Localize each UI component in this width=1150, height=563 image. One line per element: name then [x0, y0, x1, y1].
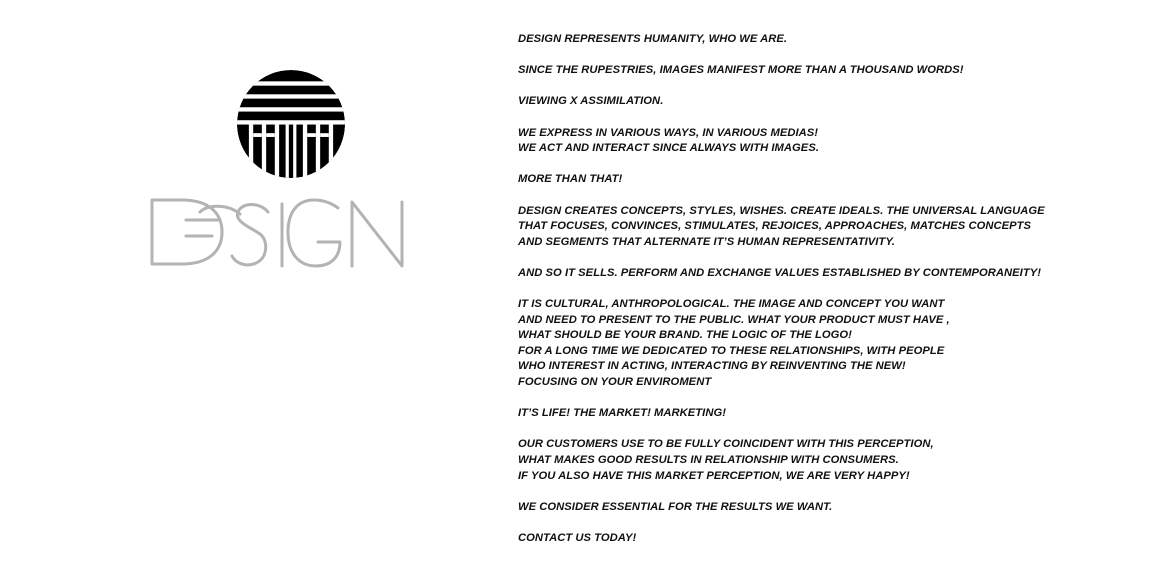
- manifesto-line: WE ACT AND INTERACT SINCE ALWAYS WITH IMAGES.: [518, 142, 819, 155]
- manifesto-line: MORE THAN THAT!: [518, 173, 623, 186]
- manifesto-paragraph: [518, 500, 1128, 516]
- manifesto-line: WE EXPRESS IN VARIOUS WAYS, IN VARIOUS MEDIAS!: [518, 126, 819, 139]
- manifesto-line: SINCE THE RUPESTRIES, IMAGES MANIFEST MORE THAN A THOUSAND WORDS!: [518, 64, 964, 77]
- manifesto-paragraph: [518, 266, 1128, 282]
- manifesto-line: WHO INTEREST IN ACTING, INTERACTING BY REINVENTING THE NEW!: [518, 360, 906, 373]
- design-wordmark: [148, 194, 410, 274]
- manifesto-paragraph: [518, 406, 1128, 422]
- manifesto-line: IT’S LIFE! THE MARKET! MARKETING!: [518, 407, 726, 420]
- manifesto-line: AND SEGMENTS THAT ALTERNATE IT’S HUMAN REPRESENTATIVITY.: [518, 235, 895, 248]
- manifesto-line: CONTACT US TODAY!: [518, 532, 637, 544]
- manifesto-paragraph: [518, 531, 1128, 547]
- manifesto-line: AND SO IT SELLS. PERFORM AND EXCHANGE VALUES ESTABLISHED BY CONTEMPORANEITY!: [518, 266, 1042, 279]
- manifesto-line: IT IS CULTURAL, ANTHROPOLOGICAL. THE IMAGE AND CONCEPT YOU WANT: [518, 298, 945, 311]
- manifesto-line: DESIGN CREATES CONCEPTS, STYLES, WISHES. CREATE IDEALS. THE UNIVERSAL LANGUAGE: [518, 204, 1045, 217]
- manifesto-line: IF YOU ALSO HAVE THIS MARKET PERCEPTION, WE ARE VERY HAPPY!: [518, 469, 910, 482]
- manifesto-paragraph: [518, 63, 1128, 79]
- manifesto-paragraph: [518, 126, 1128, 157]
- manifesto-line: THAT FOCUSES, CONVINCES, STIMULATES, REJOICES, APPROACHES, MATCHES CONCEPTS: [518, 220, 1032, 233]
- manifesto-text: [518, 32, 1128, 562]
- manifesto-line: WE CONSIDER ESSENTIAL FOR THE RESULTS WE WANT.: [518, 500, 833, 513]
- manifesto-line: VIEWING X ASSIMILATION.: [518, 95, 664, 108]
- manifesto-line: DESIGN REPRESENTS HUMANITY, WHO WE ARE.: [518, 33, 788, 45]
- manifesto-paragraph: [518, 204, 1128, 251]
- manifesto-paragraph: [518, 94, 1128, 110]
- manifesto-line: WHAT MAKES GOOD RESULTS IN RELATIONSHIP WITH CONSUMERS.: [518, 454, 899, 467]
- manifesto-line: FOCUSING ON YOUR ENVIROMENT: [518, 376, 712, 389]
- manifesto-line: FOR A LONG TIME WE DEDICATED TO THESE RELATIONSHIPS, WITH PEOPLE: [518, 344, 945, 357]
- manifesto-paragraph: [518, 297, 1128, 391]
- manifesto-line: WHAT SHOULD BE YOUR BRAND. THE LOGIC OF THE LOGO!: [518, 329, 852, 342]
- striped-circle-logo-icon: [237, 70, 345, 178]
- manifesto-line: OUR CUSTOMERS USE TO BE FULLY COINCIDENT WITH THIS PERCEPTION,: [518, 438, 934, 451]
- manifesto-paragraph: [518, 32, 1128, 48]
- manifesto-line: AND NEED TO PRESENT TO THE PUBLIC. WHAT YOUR PRODUCT MUST HAVE ,: [518, 313, 950, 326]
- manifesto-paragraph: [518, 437, 1128, 484]
- brand-logo: [140, 60, 420, 280]
- manifesto-paragraph: [518, 172, 1128, 188]
